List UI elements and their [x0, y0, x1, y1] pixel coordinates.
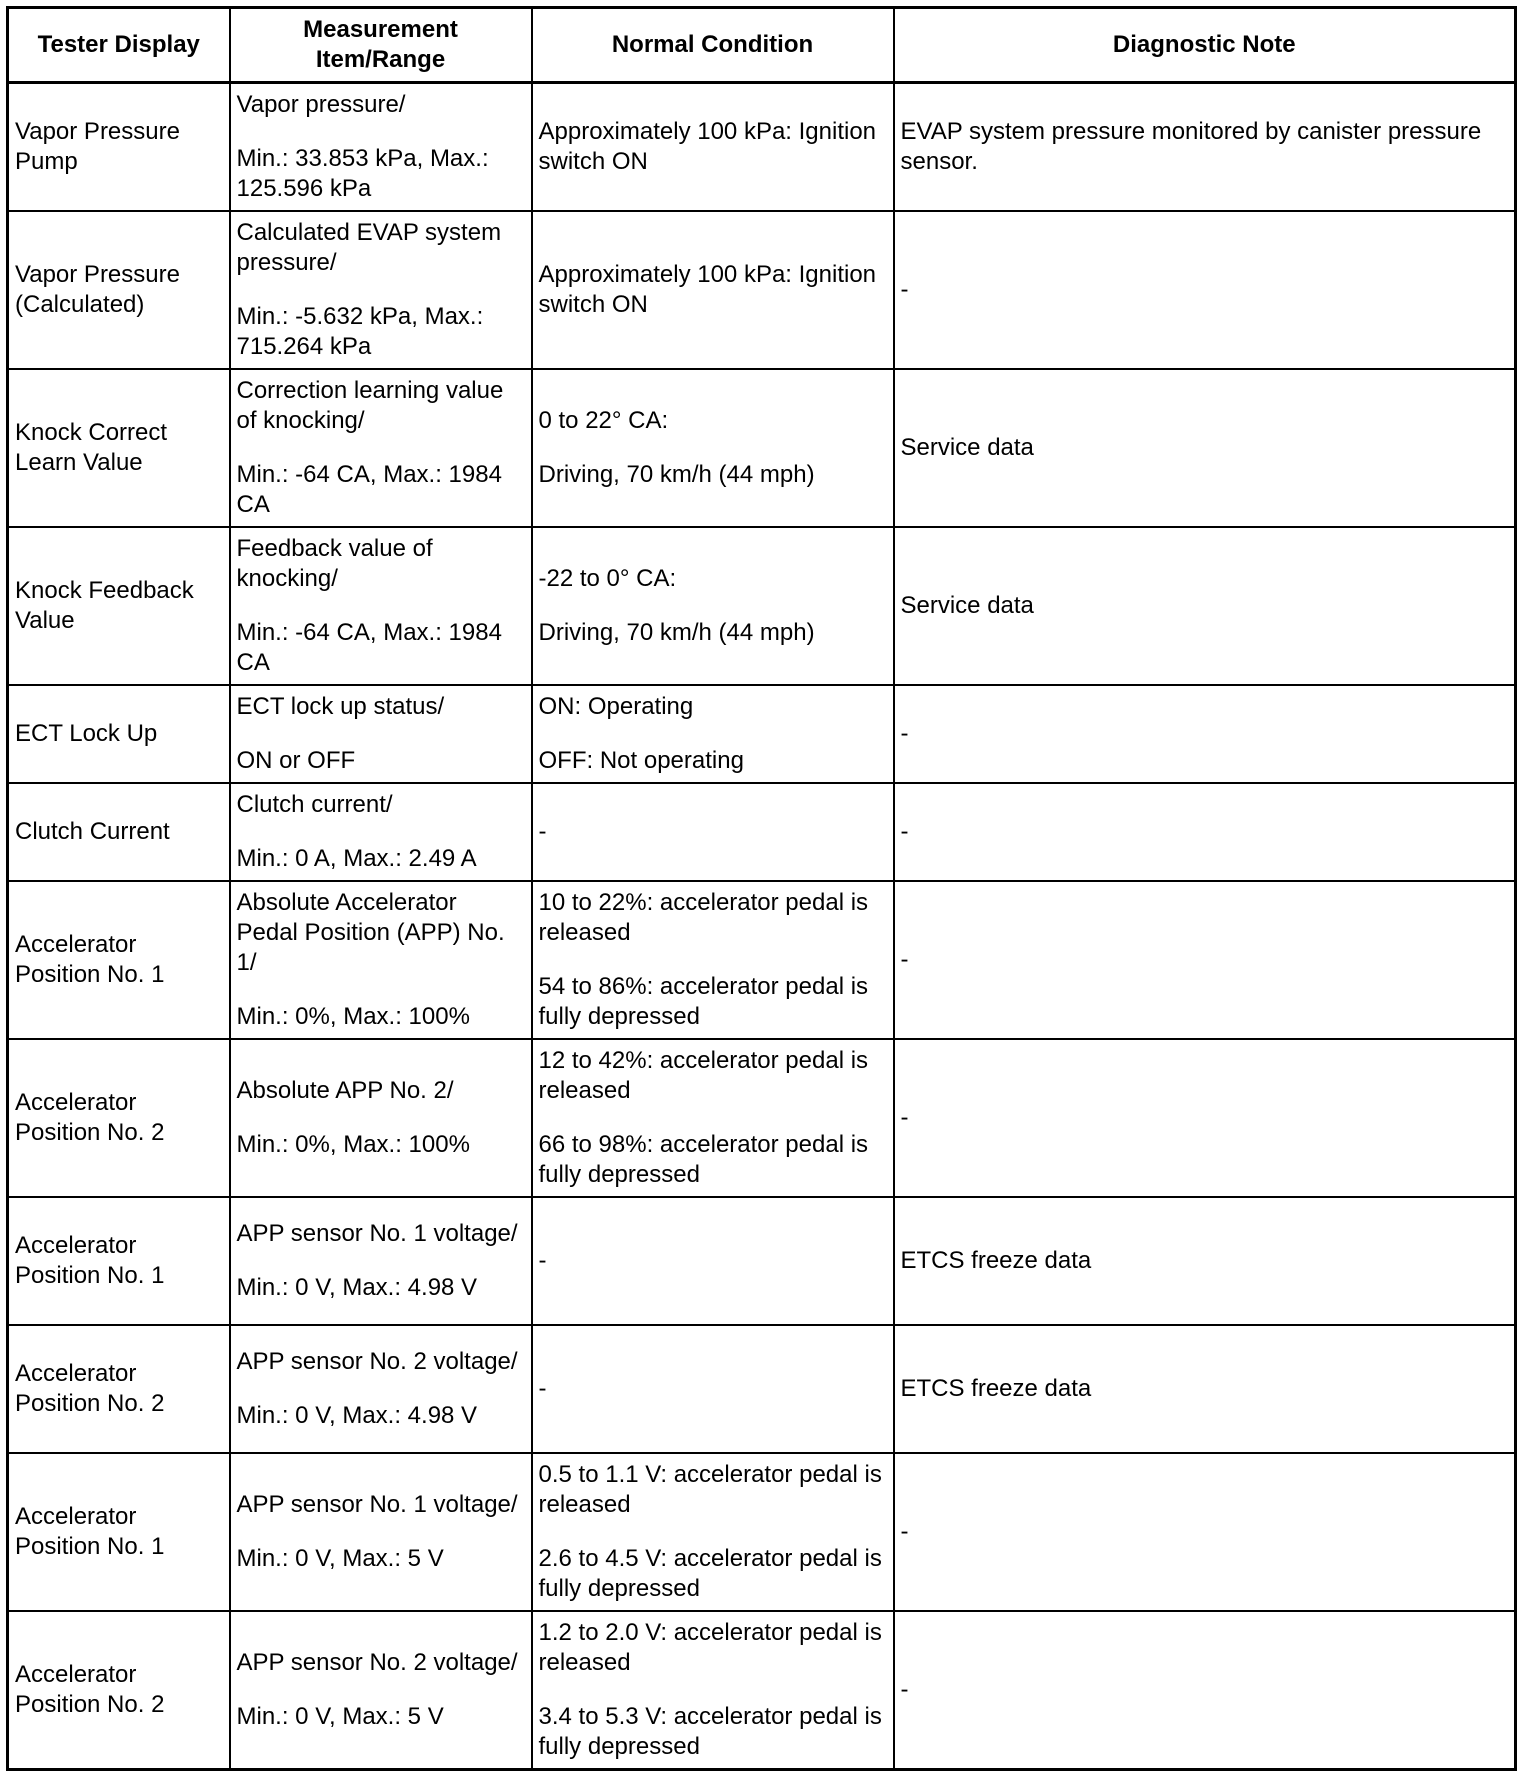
- measurement-item: Vapor pressure/: [236, 91, 406, 118]
- measurement-range: Min.: 33.853 kPa, Max.: 125.596 kPa: [236, 145, 489, 202]
- normal-condition-line: 2.6 to 4.5 V: accelerator pedal is fully depressed: [538, 1545, 882, 1602]
- measurement-range: Min.: -64 CA, Max.: 1984 CA: [236, 619, 502, 676]
- measurement-item: APP sensor No. 2 voltage/: [236, 1649, 518, 1676]
- normal-condition-line: OFF: Not operating: [538, 747, 744, 774]
- normal-condition-line: Driving, 70 km/h (44 mph): [538, 619, 815, 646]
- measurement-cell: [230, 685, 532, 783]
- normal-condition-line: Approximately 100 kPa: Ignition switch ON: [538, 261, 877, 318]
- measurement-range: Min.: 0 V, Max.: 4.98 V: [236, 1274, 478, 1301]
- normal-condition-cell: [532, 1325, 894, 1453]
- header-diagnostic-note: Diagnostic Note: [894, 8, 1516, 83]
- normal-condition-cell: [532, 211, 894, 369]
- measurement-range: Min.: 0%, Max.: 100%: [236, 1131, 470, 1158]
- measurement-range: ON or OFF: [236, 747, 356, 774]
- measurement-item: APP sensor No. 1 voltage/: [236, 1491, 518, 1518]
- tester-display-cell: Knock Correct Learn Value: [8, 369, 230, 527]
- normal-condition-cell: [532, 783, 894, 881]
- diagnostic-note-cell: -: [894, 1453, 1516, 1611]
- table-row: [8, 1039, 1516, 1197]
- diagnostic-note-cell: ETCS freeze data: [894, 1325, 1516, 1453]
- measurement-item: Calculated EVAP system pressure/: [236, 219, 502, 276]
- diagnostic-note-cell: -: [894, 881, 1516, 1039]
- normal-condition-line: -: [538, 818, 547, 845]
- diagnostic-note-cell: -: [894, 685, 1516, 783]
- measurement-cell: [230, 783, 532, 881]
- diagnostic-note-cell: -: [894, 783, 1516, 881]
- header-tester-display: Tester Display: [8, 8, 230, 83]
- normal-condition-cell: [532, 83, 894, 212]
- diagnostic-note-cell: ETCS freeze data: [894, 1197, 1516, 1325]
- measurement-range: Min.: 0%, Max.: 100%: [236, 1003, 470, 1030]
- tester-display-cell: Vapor Pressure Pump: [8, 83, 230, 212]
- header-row: [8, 8, 1516, 83]
- normal-condition-line: 10 to 22%: accelerator pedal is released: [538, 889, 869, 946]
- normal-condition-line: -22 to 0° CA:: [538, 565, 677, 592]
- measurement-item: APP sensor No. 1 voltage/: [236, 1220, 518, 1247]
- tester-display-cell: Accelerator Position No. 2: [8, 1039, 230, 1197]
- table-row: [8, 369, 1516, 527]
- tester-display-cell: Accelerator Position No. 2: [8, 1611, 230, 1770]
- tester-display-cell: ECT Lock Up: [8, 685, 230, 783]
- table-body: [8, 83, 1516, 1770]
- diagnostic-note-cell: EVAP system pressure monitored by canister pressure sensor.: [894, 83, 1516, 212]
- header-normal-condition: Normal Condition: [532, 8, 894, 83]
- measurement-item: Absolute APP No. 2/: [236, 1077, 454, 1104]
- table-row: [8, 83, 1516, 212]
- measurement-cell: [230, 211, 532, 369]
- diagnostic-note-cell: -: [894, 211, 1516, 369]
- table-row: [8, 1325, 1516, 1453]
- measurement-cell: [230, 881, 532, 1039]
- normal-condition-line: Approximately 100 kPa: Ignition switch ON: [538, 118, 877, 175]
- measurement-range: Min.: 0 V, Max.: 5 V: [236, 1545, 444, 1572]
- normal-condition-line: ON: Operating: [538, 693, 694, 720]
- table-row: [8, 881, 1516, 1039]
- normal-condition-line: 0.5 to 1.1 V: accelerator pedal is released: [538, 1461, 882, 1518]
- diagnostic-note-cell: -: [894, 1611, 1516, 1770]
- measurement-item: Clutch current/: [236, 791, 393, 818]
- normal-condition-line: 66 to 98%: accelerator pedal is fully depressed: [538, 1131, 869, 1188]
- diagnostic-note-cell: Service data: [894, 527, 1516, 685]
- measurement-cell: [230, 1039, 532, 1197]
- measurement-cell: [230, 1197, 532, 1325]
- normal-condition-cell: [532, 1197, 894, 1325]
- measurement-item: APP sensor No. 2 voltage/: [236, 1348, 518, 1375]
- tester-display-cell: Vapor Pressure (Calculated): [8, 211, 230, 369]
- table-row: [8, 211, 1516, 369]
- normal-condition-cell: [532, 369, 894, 527]
- tester-display-cell: Accelerator Position No. 1: [8, 1453, 230, 1611]
- measurement-range: Min.: 0 A, Max.: 2.49 A: [236, 845, 477, 872]
- normal-condition-line: 1.2 to 2.0 V: accelerator pedal is released: [538, 1619, 882, 1676]
- measurement-range: Min.: 0 V, Max.: 4.98 V: [236, 1402, 478, 1429]
- measurement-item: Absolute Accelerator Pedal Position (APP) No. 1/: [236, 889, 505, 976]
- normal-condition-line: -: [538, 1247, 547, 1274]
- measurement-item: Correction learning value of knocking/: [236, 377, 504, 434]
- normal-condition-cell: [532, 527, 894, 685]
- measurement-cell: [230, 1325, 532, 1453]
- measurement-cell: [230, 369, 532, 527]
- measurement-range: Min.: -5.632 kPa, Max.: 715.264 kPa: [236, 303, 484, 360]
- measurement-range: Min.: 0 V, Max.: 5 V: [236, 1703, 444, 1730]
- tester-display-cell: Clutch Current: [8, 783, 230, 881]
- normal-condition-line: 54 to 86%: accelerator pedal is fully depressed: [538, 973, 869, 1030]
- diagnostic-note-cell: Service data: [894, 369, 1516, 527]
- diagnostic-note-cell: -: [894, 1039, 1516, 1197]
- normal-condition-cell: [532, 1453, 894, 1611]
- data-list-table: [6, 6, 1517, 1771]
- table-row: [8, 527, 1516, 685]
- tester-display-cell: Knock Feedback Value: [8, 527, 230, 685]
- measurement-range: Min.: -64 CA, Max.: 1984 CA: [236, 461, 502, 518]
- table-row: [8, 1197, 1516, 1325]
- header-measurement: Measurement Item/Range: [230, 8, 532, 83]
- measurement-cell: [230, 1453, 532, 1611]
- normal-condition-cell: [532, 881, 894, 1039]
- tester-display-cell: Accelerator Position No. 1: [8, 881, 230, 1039]
- table-row: [8, 1611, 1516, 1770]
- data-list-sheet: [6, 6, 1514, 1758]
- table-row: [8, 783, 1516, 881]
- table-row: [8, 685, 1516, 783]
- normal-condition-cell: [532, 685, 894, 783]
- normal-condition-cell: [532, 1039, 894, 1197]
- normal-condition-line: -: [538, 1375, 547, 1402]
- measurement-cell: [230, 527, 532, 685]
- measurement-item: ECT lock up status/: [236, 693, 445, 720]
- table-row: [8, 1453, 1516, 1611]
- normal-condition-cell: [532, 1611, 894, 1770]
- normal-condition-line: 12 to 42%: accelerator pedal is released: [538, 1047, 869, 1104]
- tester-display-cell: Accelerator Position No. 2: [8, 1325, 230, 1453]
- tester-display-cell: Accelerator Position No. 1: [8, 1197, 230, 1325]
- normal-condition-line: Driving, 70 km/h (44 mph): [538, 461, 815, 488]
- measurement-item: Feedback value of knocking/: [236, 535, 433, 592]
- normal-condition-line: 3.4 to 5.3 V: accelerator pedal is fully depressed: [538, 1703, 882, 1760]
- measurement-cell: [230, 1611, 532, 1770]
- normal-condition-line: 0 to 22° CA:: [538, 407, 669, 434]
- measurement-cell: [230, 83, 532, 212]
